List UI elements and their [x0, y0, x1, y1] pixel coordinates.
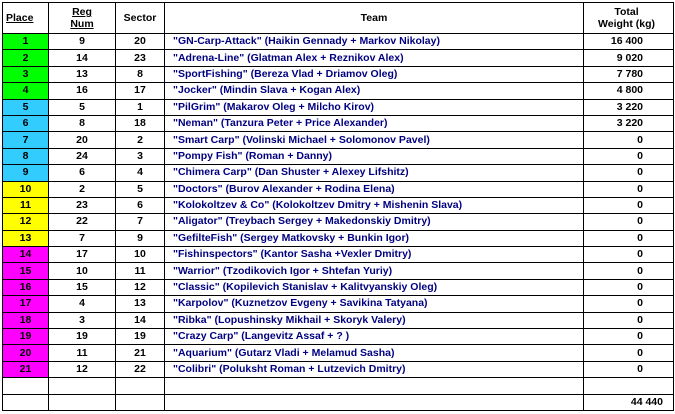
sector-cell: 3: [116, 148, 165, 164]
sector-cell: 22: [116, 361, 165, 377]
weight-cell: 7 780: [584, 66, 674, 82]
reg-num-cell: 13: [49, 66, 116, 82]
team-cell: "Warrior" (Tzodikovich Igor + Shtefan Yuriy): [165, 263, 584, 279]
place-cell: 21: [3, 361, 49, 377]
sector-cell: 17: [116, 83, 165, 99]
header-reg-line1: Reg: [72, 6, 92, 18]
team-cell: "Kolokoltzev & Co" (Kolokoltzev Dmitry + Mishenin Slava): [165, 197, 584, 213]
place-cell: 1: [3, 34, 49, 50]
place-cell: 17: [3, 296, 49, 312]
table-row: [3, 115, 674, 131]
reg-num-cell: 22: [49, 214, 116, 230]
place-cell: 12: [3, 214, 49, 230]
sector-cell: 23: [116, 50, 165, 66]
team-cell: "Fishinspectors" (Kantor Sasha +Vexler Dmitry): [165, 247, 584, 263]
reg-num-cell: 9: [49, 34, 116, 50]
sector-cell: 20: [116, 34, 165, 50]
header-place: Place: [3, 3, 49, 34]
table-row: [3, 247, 674, 263]
sector-cell: 5: [116, 181, 165, 197]
table-row: [3, 99, 674, 115]
team-cell: "Smart Carp" (Volinski Michael + Solomonov Pavel): [165, 132, 584, 148]
weight-cell: 3 220: [584, 99, 674, 115]
team-cell: "Jocker" (Mindin Slava + Kogan Alex): [165, 83, 584, 99]
place-cell: 13: [3, 230, 49, 246]
reg-num-cell: 20: [49, 132, 116, 148]
reg-num-cell: 23: [49, 197, 116, 213]
reg-num-cell: 6: [49, 165, 116, 181]
place-cell: 9: [3, 165, 49, 181]
place-cell: 20: [3, 345, 49, 361]
weight-cell: 3 220: [584, 115, 674, 131]
weight-cell: 0: [584, 247, 674, 263]
reg-num-cell: 16: [49, 83, 116, 99]
weight-cell: 0: [584, 263, 674, 279]
team-cell: "Chimera Carp" (Dan Shuster + Alexey Lifshitz): [165, 165, 584, 181]
sector-cell: 18: [116, 115, 165, 131]
weight-cell: 0: [584, 312, 674, 328]
place-cell: 2: [3, 50, 49, 66]
team-cell: "Karpolov" (Kuznetzov Evgeny + Savikina Tatyana): [165, 296, 584, 312]
results-table-wrapper: [2, 2, 674, 411]
table-row: [3, 66, 674, 82]
team-cell: "Crazy Carp" (Langevitz Assaf + ? ): [165, 329, 584, 345]
weight-cell: 0: [584, 230, 674, 246]
weight-cell: 0: [584, 329, 674, 345]
blank-cell: [165, 378, 584, 394]
total-cell-empty: [116, 394, 165, 410]
table-row: [3, 230, 674, 246]
header-total-weight: [584, 3, 674, 34]
table-row: [3, 34, 674, 50]
team-cell: "Aligator" (Treybach Sergey + Makedonskiy Dmitry): [165, 214, 584, 230]
blank-cell: [49, 378, 116, 394]
blank-cell: [3, 378, 49, 394]
place-cell: 11: [3, 197, 49, 213]
header-sector: Sector: [116, 3, 165, 34]
team-cell: "Ribka" (Lopushinsky Mikhail + Skoryk Valery): [165, 312, 584, 328]
table-row: [3, 296, 674, 312]
reg-num-cell: 10: [49, 263, 116, 279]
table-row: [3, 329, 674, 345]
weight-cell: 16 400: [584, 34, 674, 50]
table-row: [3, 148, 674, 164]
team-cell: "Aquarium" (Gutarz Vladi + Melamud Sasha): [165, 345, 584, 361]
sector-cell: 7: [116, 214, 165, 230]
header-reg-num: [49, 3, 116, 34]
team-cell: "Adrena-Line" (Glatman Alex + Reznikov Alex): [165, 50, 584, 66]
reg-num-cell: 3: [49, 312, 116, 328]
header-row: [3, 3, 674, 34]
place-cell: 10: [3, 181, 49, 197]
weight-cell: 0: [584, 279, 674, 295]
header-team: Team: [165, 3, 584, 34]
reg-num-cell: 24: [49, 148, 116, 164]
team-cell: "GefilteFish" (Sergey Matkovsky + Bunkin Igor): [165, 230, 584, 246]
place-cell: 16: [3, 279, 49, 295]
reg-num-cell: 7: [49, 230, 116, 246]
table-row: [3, 132, 674, 148]
sector-cell: 8: [116, 66, 165, 82]
sector-cell: 13: [116, 296, 165, 312]
team-cell: "GN-Carp-Attack" (Haikin Gennady + Markov Nikolay): [165, 34, 584, 50]
place-cell: 5: [3, 99, 49, 115]
place-cell: 19: [3, 329, 49, 345]
place-cell: 18: [3, 312, 49, 328]
weight-cell: 0: [584, 165, 674, 181]
team-cell: "Pompy Fish" (Roman + Danny): [165, 148, 584, 164]
sector-cell: 10: [116, 247, 165, 263]
reg-num-cell: 12: [49, 361, 116, 377]
team-cell: "SportFishing" (Bereza Vlad + Driamov Oleg): [165, 66, 584, 82]
team-cell: "PilGrim" (Makarov Oleg + Milcho Kirov): [165, 99, 584, 115]
table-row: [3, 181, 674, 197]
sector-cell: 14: [116, 312, 165, 328]
reg-num-cell: 2: [49, 181, 116, 197]
sector-cell: 19: [116, 329, 165, 345]
place-cell: 14: [3, 247, 49, 263]
table-row: [3, 83, 674, 99]
blank-cell: [584, 378, 674, 394]
total-row: [3, 394, 674, 410]
total-cell-empty: [165, 394, 584, 410]
sector-cell: 2: [116, 132, 165, 148]
sector-cell: 11: [116, 263, 165, 279]
weight-cell: 0: [584, 148, 674, 164]
team-cell: "Colibri" (Poluksht Roman + Lutzevich Dmitry): [165, 361, 584, 377]
table-row: [3, 361, 674, 377]
reg-num-cell: 15: [49, 279, 116, 295]
place-cell: 8: [3, 148, 49, 164]
blank-cell: [116, 378, 165, 394]
weight-cell: 0: [584, 361, 674, 377]
sector-cell: 21: [116, 345, 165, 361]
weight-cell: 9 020: [584, 50, 674, 66]
results-table: [2, 2, 674, 411]
sector-cell: 12: [116, 279, 165, 295]
weight-cell: 0: [584, 345, 674, 361]
place-cell: 15: [3, 263, 49, 279]
reg-num-cell: 8: [49, 115, 116, 131]
weight-cell: 0: [584, 181, 674, 197]
team-cell: "Doctors" (Burov Alexander + Rodina Elena): [165, 181, 584, 197]
place-cell: 7: [3, 132, 49, 148]
table-row: [3, 214, 674, 230]
reg-num-cell: 14: [49, 50, 116, 66]
reg-num-cell: 5: [49, 99, 116, 115]
sector-cell: 6: [116, 197, 165, 213]
total-cell-empty: [49, 394, 116, 410]
sector-cell: 4: [116, 165, 165, 181]
place-cell: 6: [3, 115, 49, 131]
table-row: [3, 345, 674, 361]
weight-cell: 0: [584, 132, 674, 148]
header-reg-line2: Num: [70, 18, 94, 30]
team-cell: "Neman" (Tanzura Peter + Price Alexander): [165, 115, 584, 131]
table-row: [3, 197, 674, 213]
weight-cell: 0: [584, 214, 674, 230]
place-cell: 4: [3, 83, 49, 99]
reg-num-cell: 11: [49, 345, 116, 361]
weight-cell: 4 800: [584, 83, 674, 99]
total-weight-value: 44 440: [584, 394, 674, 410]
table-row: [3, 165, 674, 181]
team-cell: "Classic" (Kopilevich Stanislav + Kalitvyanskiy Oleg): [165, 279, 584, 295]
blank-row: [3, 378, 674, 394]
sector-cell: 9: [116, 230, 165, 246]
table-row: [3, 279, 674, 295]
total-cell-empty: [3, 394, 49, 410]
reg-num-cell: 17: [49, 247, 116, 263]
sector-cell: 1: [116, 99, 165, 115]
reg-num-cell: 19: [49, 329, 116, 345]
weight-cell: 0: [584, 296, 674, 312]
reg-num-cell: 4: [49, 296, 116, 312]
table-row: [3, 50, 674, 66]
table-row: [3, 312, 674, 328]
weight-cell: 0: [584, 197, 674, 213]
header-weight-line2: Weight (kg): [598, 18, 655, 30]
table-row: [3, 263, 674, 279]
results-body: [3, 34, 674, 378]
place-cell: 3: [3, 66, 49, 82]
header-weight-line1: Total: [614, 6, 639, 18]
